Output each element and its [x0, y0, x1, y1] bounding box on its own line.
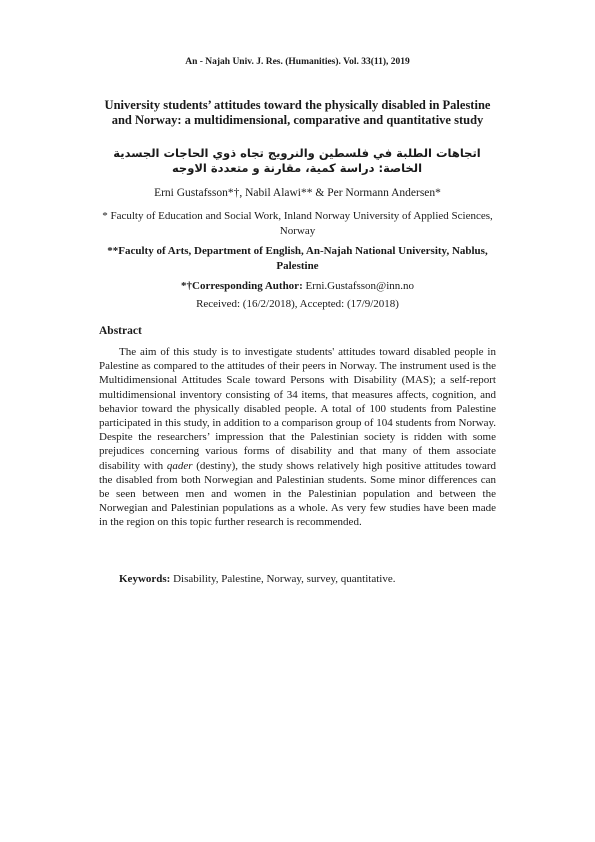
corresponding-label: *†Corresponding Author:	[181, 280, 303, 292]
paper-title: University students’ attitudes toward the physically disabled in Palestine and Norway: a multidimensional, comparative and quantitative study	[104, 98, 491, 127]
abstract-text-part-2: (destiny), the study shows relatively high positive attitudes toward the disabled from both Norwegian and Palestinian students. Some minor differences can be seen between men and women in the Palestinian population and between the Norwegian and Palestinian populations as a whole. As very few studies have been made in the region on this topic further research is recommended.	[99, 459, 496, 529]
keywords	[119, 573, 395, 585]
affiliation-1: * Faculty of Education and Social Work, Inland Norway University of Applied Sciences, Norway	[102, 210, 493, 237]
keywords-text: Disability, Palestine, Norway, survey, quantitative.	[170, 573, 396, 585]
keywords-label: Keywords:	[119, 573, 171, 585]
abstract-heading: Abstract	[99, 325, 142, 337]
affiliation-2: **Faculty of Arts, Department of English, An-Najah National University, Nablus, Palestine	[107, 245, 488, 272]
abstract-italic-term: qader	[166, 459, 193, 472]
received-accepted-dates: Received: (16/2/2018), Accepted: (17/9/2018)	[196, 298, 399, 310]
corresponding-email[interactable]: Erni.Gustafsson@inn.no	[302, 280, 414, 292]
abstract-body	[99, 345, 496, 530]
abstract-paragraph	[99, 345, 496, 530]
running-head: An - Najah Univ. J. Res. (Humanities). Vol. 33(11), 2019	[185, 57, 410, 67]
corresponding-author	[0, 280, 595, 292]
arabic-title: اتجاهات الطلبة في فلسطين والنرويج تجاه ذوي الحاجات الجسدية الخاصة: دراسة كمية، مقارنة و متعددة الاوجه	[113, 146, 481, 175]
abstract-text-part-1: The aim of this study is to investigate students' attitudes toward disabled people in Palestine as compared to the attitudes of their peers in Norway. The instrument used is the Multidimensional Attitudes Scale toward Persons with Disability (MAS); a self-report multidimensional inventory consisting of 34 items, that measures affects, cognition, and behavior toward the physically disabled people. A total of 100 students from Palestine participated in this study, in addition to a comparison group of 104 students from Norway. Despite the researchers’ impression that the Palestinian society is ridden with some prejudices concerning various forms of disability and that many of them associate disability with	[99, 346, 496, 472]
author-list: Erni Gustafsson*†, Nabil Alawi** & Per Normann Andersen*	[154, 187, 441, 199]
